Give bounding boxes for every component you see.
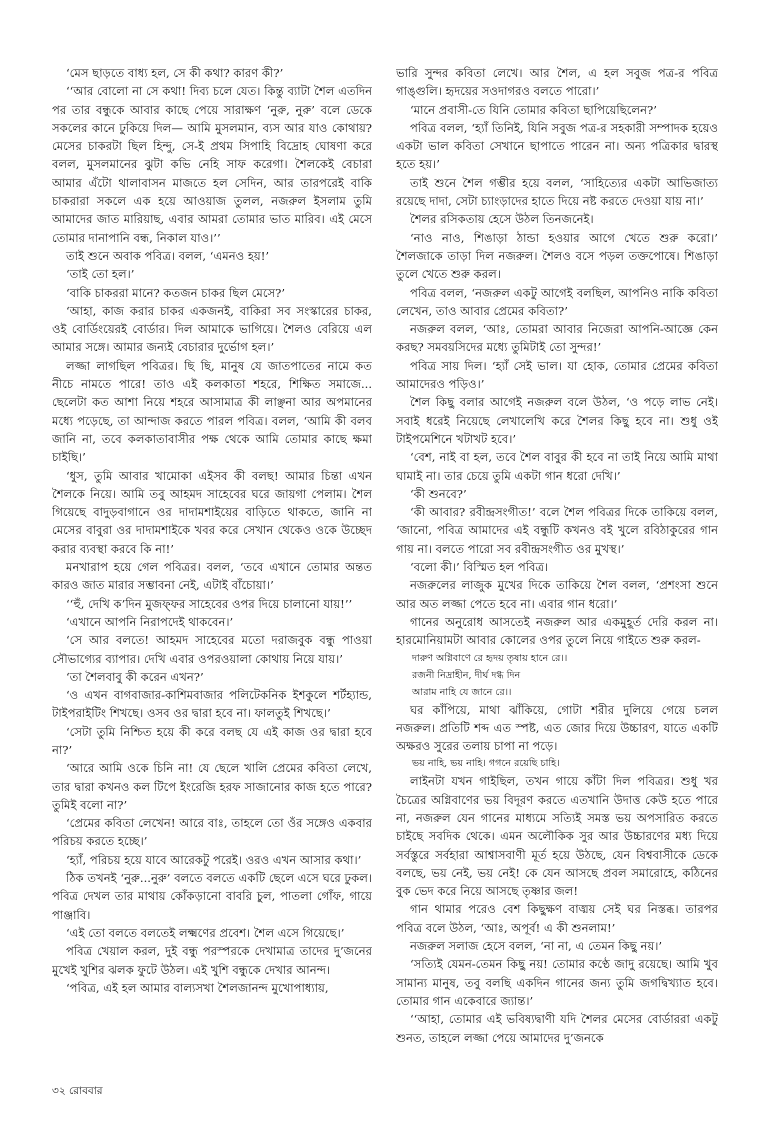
paragraph: ‘আরে আমি ওকে চিনি না! যে ছেলে খালি প্রেমের কবিতা লেখে, তার দ্বারা কখনও কল টিপে ইংরেজি হরফ সাজানোর কাজ হতে পারে? তুমিই বলো না?’ [52,761,372,812]
paragraph: মনখারাপ হয়ে গেল পবিত্রর। বলল, ‘তবে এখানে তোমার অন্তত কারও জাত মারার সম্ভাবনা নেই, এটাই বাঁচোয়া।’ [52,560,372,593]
paragraph: ‘মানে প্রবাসী-তে যিনি তোমার কবিতা ছাপিয়েছিলেন?’ [410,102,657,117]
paragraph: তাই শুনে অবাক পবিত্র। বলল, ‘এমনও হয়!’ [66,248,270,263]
paragraph: লাইনটা যখন গাইছিল, তখন গায়ে কাঁটা দিল পবিত্রর। শুধু খর চৈত্রের অগ্নিবাণের ভয় বিদূরণ করতে এতখানি উদাত্ত কেউ হতে পারে না, নজরুল যেন গানের মাধ্যমে সত্যিই সমস্ত ভয় অপসারিত করতে চাইছে সবদিক থেকে। এমন অলৌকিক সুর আর উচ্চারণের মধ্য দিয়ে সর্বস্তুরে সর্বহারা আশ্বাসবাণী মূর্ত হয়ে উঠছে, যেন বিশ্ববাসীকে ডেকে বলছে, ভয় নেই, ভয় নেই! কে যেন আসছে প্রবল সমারোহে, কঠিনের বুক ভেদ করে নিয়ে আসছে তৃষ্ণার জল! [396,774,718,899]
right-column [396,64,718,1084]
paragraph: ‘কী আবার? রবীন্দ্রসংগীত!’ বলে শৈল পবিত্রর দিকে তাকিয়ে বলল, ‘জানো, পবিত্র আমাদের এই বন্ধুটি কখনও বই খুলে রবিঠাকুরের গান গায় না। বলতে পারো সব রবীন্দ্রসংগীত ওর মুখস্থ।’ [396,505,718,556]
paragraph: তাই শুনে শৈল গম্ভীর হয়ে বলল, ‘সাহিত্যের একটা আভিজাত্য রয়েছে দাদা, সেটা চ্যাংড়াদের হাতে দিয়ে নষ্ট করতে দেওয়া যায় না।’ [396,175,718,209]
paragraph: ‘হ্যাঁ, পরিচয় হয়ে যাবে আরেকটু পরেই। ওরও এখন আসার কথা।’ [66,852,362,867]
paragraph: ঘর কাঁপিয়ে, মাথা ঝাঁকিয়ে, গোটা শরীর দুলিয়ে গেয়ে চলল নজরুল। প্রতিটি শব্দ এত স্পষ্ট, এত জোর দিয়ে উচ্চারণ, যাতে একটি অক্ষরও সুরের তলায় চাপা না পড়ে। [396,702,718,754]
paragraph: ‘বলো কী।’ বিস্মিত হল পবিত্র। [410,560,549,575]
paragraph: ‘এখানে আপনি নিরাপদেই থাকবেন।’ [66,614,234,629]
paragraph: পবিত্র বলল, ‘নজরুল একটু আগেই বলছিল, আপনিও নাকি কবিতা লেখেন, তাও আবার প্রেমের কবিতা?’ [396,285,718,318]
paragraph: ‘প্রেমের কবিতা লেখেন! আরে বাঃ, তাহলে তো ওঁর সঙ্গেও একবার পরিচয় করতে হচ্ছে।’ [52,816,372,849]
paragraph: ‘তাই তো হল।’ [66,267,135,282]
paragraph: ‘বেশ, নাই বা হল, তবে শৈল বাবুর কী হবে না তাই নিয়ে আমি মাথা ঘামাই না। তার চেয়ে তুমি একটা গান ধরো দেখি।’ [396,450,718,483]
paragraph: ‘নাও নাও, শিঙাড়া ঠান্ডা হওয়ার আগে খেতে শুরু করো।’ শৈলজাকে তাড়া দিল নজরুল। শৈলও বসে পড়ল তক্তপোষে। শিঙাড়া তুলে খেতে শুরু করল। [396,230,718,282]
page-folio: ৩২ রোববার [52,1085,103,1097]
paragraph: পবিত্র খেয়াল করল, দুই বন্ধু পরস্পরকে দেখামাত্র তাদের দু’জনের মুখেই খুশির ঝলক ফুটে উঠল। এই খুশি বন্ধুকে দেখার আনন্দ। [52,944,372,977]
paragraph: ভারি সুন্দর কবিতা লেখে। আর শৈল, এ হল সবুজ পত্র-র পবিত্র গাঙ্গুলি। হৃদয়ের সওদাগরও বলতে পারো।’ [396,66,718,99]
left-column [52,64,372,1084]
paragraph: ‘আহা, কাজ করার চাকর একজনই, বাকিরা সব সংস্কারের চাকর, ওই বোর্ডিংয়েরই বোর্ডার। দিল আমাকে ভাগিয়ে। শৈলও বেরিয়ে এল আমার সঙ্গে। আমার জন্যই বেচারার দুর্ভোগ হল।’ [52,303,372,355]
paragraph: পবিত্র বলল, ‘হ্যাঁ তিনিই, যিনি সবুজ পত্র-র সহকারী সম্পাদক হয়েও একটা ভাল কবিতা সেখানে ছাপাতে পারেন না। অন্য পত্রিকার দ্বারস্থ হতে হয়।’ [396,120,718,172]
paragraph: ‘বাকি চাকররা মানে? কতজন চাকর ছিল মেসে?’ [66,285,286,300]
song-verse [396,650,718,701]
paragraph: ‘তা শৈলবাবু কী করেন এখন?’ [66,669,204,684]
paragraph: গানের অনুরোধ আসতেই নজরুল আর একমুহূর্ত দেরি করল না। হারমোনিয়ামটা আবার কোলের ওপর তুলে নিয়ে গাইতে শুরু করল- [396,614,718,648]
paragraph: ‘ধুস, তুমি আবার খামোকা এইসব কী বলছ! আমার চিন্তা এখন শৈলকে নিয়ে। আমি তবু আহমদ সাহেবের ঘরে জায়গা পেলাম। শৈল গিয়েছে বাদুড়বাগানে ওর দাদামশাইয়ের বাড়িতে থাকতে, জানি না মেসের বাবুরা ওর দাদামশাইকে খবর করে সেখান থেকেও ওকে উচ্ছেদ করার ব্যবস্থা করবে কি না!’ [52,468,372,556]
paragraph: নজরুল সলাজ হেসে বলল, ‘না না, এ তেমন কিছু নয়।’ [410,939,663,954]
paragraph: ‘সত্যিই যেমন-তেমন কিছু নয়! তোমার কণ্ঠে জাদু রয়েছে। আমি খুব সামান্য মানুষ, তবু বলছি একদিন গানের জন্য তুমি জগদ্বিখ্যাত হবে। তোমার গান একেবারে জ্যান্ত।’ [396,957,718,1008]
paragraph: ‘‘হুঁ, দেখি ক’দিন মুজফ্‌ফর সাহেবের ওপর দিয়ে চালানো যায়!’’ [66,596,353,611]
paragraph: ‘ও এখন বাগবাজার-কাশিমবাজার পলিটেকনিক ইশকুলে শর্টহ্যান্ড, টাইপরাইটিং শিখছে। ওসব ওর দ্বারা হবে না। ফালতুই শিখছে।’ [52,688,372,721]
paragraph: ‘কী শুনবে?’ [410,486,467,501]
paragraph: গান থামার পরেও বেশ কিছুক্ষণ বাঙ্ময় সেই ঘর নিস্তব্ধ। তারপর পবিত্র বলে উঠল, ‘আঃ, অপূর্ব! এ কী শুনলাম!’ [396,902,718,935]
paragraph: শৈলর রসিকতায় হেসে উঠল তিনজনেই। [410,212,594,227]
paragraph: পবিত্র সায় দিল। ‘হ্যাঁ সেই ভাল। যা হোক, তোমার প্রেমের কবিতা আমাদেরও পড়িও।’ [396,358,718,392]
paragraph: ‘এই তো বলতে বলতেই লক্ষ্মণের প্রবেশ। শৈল এসে গিয়েছে।’ [66,925,345,940]
paragraph: ‘মেস ছাড়তে বাধ্য হল, সে কী কথা? কারণ কী?’ [66,66,284,80]
paragraph: ঠিক তখনই ‘নুরু...নুরু’ বলতে বলতে একটি ছেলে এসে ঘরে ঢুকল। পবিত্র দেখল তার মাথায় কোঁকড়ানো বাবরি চুল, পাতলা গোঁফ, গায়ে পাঞ্জাবি। [52,871,372,922]
paragraph: ‘সে আর বলতে! আহমদ সাহেবের মতো দরাজবুক বন্ধু পাওয়া সৌভাগ্যের ব্যাপার। দেখি এবার ওপরওয়ালা কোথায় নিয়ে যায়।’ [52,633,372,666]
paragraph: ‘‘আহা, তোমার এই ভবিষ্যদ্বাণী যদি শৈলর মেসের বোর্ডাররা একটু শুনত, তাহলে লজ্জা পেয়ে আমাদের দু’জনকে [396,1012,718,1045]
paragraph: নজরুলের লাজুক মুখের দিকে তাকিয়ে শৈল বলল, ‘প্রশংসা শুনে আর অত লজ্জা পেতে হবে না। এবার গান ধরো।’ [396,578,718,611]
verse-line: ভয় নাহি, ভয় নাহি। গগনে রয়েছি চাহি। [412,758,560,770]
song-verse [396,755,718,772]
paragraph: শৈল কিছু বলার আগেই নজরুল বলে উঠল, ‘ও পড়ে লাভ নেই। সবাই ধরেই নিয়েছে লেখালেখি করে শৈলর কিছু হবে না। শুধু ওই টাইপমেশিনে খটাখট হবে।’ [396,395,718,446]
verse-line: আরাম নাহি যে জানে রে।। [412,686,512,698]
verse-line: দারুণ অগ্নিবাণে রে হৃদয় তৃষায় হানে রে।। [412,652,568,664]
paragraph: ‘পবিত্র, এই হল আমার বাল্যসখা শৈলজানন্দ মুখোপাধ্যায়, [66,980,329,995]
paragraph: লজ্জা লাগছিল পবিত্রর। ছি ছি, মানুষ যে জাতপাতের নামে কত নীচে নামতে পারে! তাও এই কলকাতা শহরে, শিক্ষিত সমাজে... ছেলেটা কত আশা নিয়ে শহরে আসামাত্র কী লাঞ্ছনা আর অপমানের মধ্যে পড়েছে, তা আন্দাজ করতে পারল পবিত্র। বলল, ‘আমি কী বলব জানি না, তবে কলকাতাবাসীর পক্ষ থেকে আমি তোমার কাছে ক্ষমা চাইছি।’ [52,358,372,465]
verse-line: রজনী নিদ্রাহীন, দীর্ঘ দগ্ধ দিন [412,669,521,681]
paragraph: নজরুল বলল, ‘আঃ, তোমরা আবার নিজেরা আপনি-আজ্ঞে কেন করছ? সমবয়সিদের মধ্যে তুমিটাই তো সুন্দর!’ [396,322,718,355]
paragraph: ‘সেটা তুমি নিশ্চিত হয়ে কী করে বলছ যে এই কাজ ওর দ্বারা হবে না?’ [52,724,372,757]
paragraph: ‘‘আর বোলো না সে কথা! দিব্য চলে যেত। কিন্তু ব্যাটা শৈল এতদিন পর তার বন্ধুকে আবার কাছে পেয়ে সারাক্ষণ ‘নুরু, নুরু’ বলে ডেকে সকলের কানে ঢুকিয়ে দিল— আমি মুসলমান, ব্যস আর যাও কোথায়? মেসের চাকরটা ছিল হিন্দু, সে-ই প্রথম সিপাহি বিদ্রোহ ঘোষণা করে বলল, মুসলমানের ঝুটা কভি নেহি সাফ করেগা। শৈলকেই বেচারা আমার এঁটো থালাবাসন মাজতে হল সেদিন, আর তারপরেই বাকি চাকরারা সকলে এক হয়ে আওয়াজ তুলল, নজরুল ইসলাম তুমি আমাদের জাত মারিয়াছ, এবার আমরা তোমার ভাত মারিব। এই মেসে তোমার দানাপানি বন্ধ, নিকাল যাও।’’ [52,84,372,245]
